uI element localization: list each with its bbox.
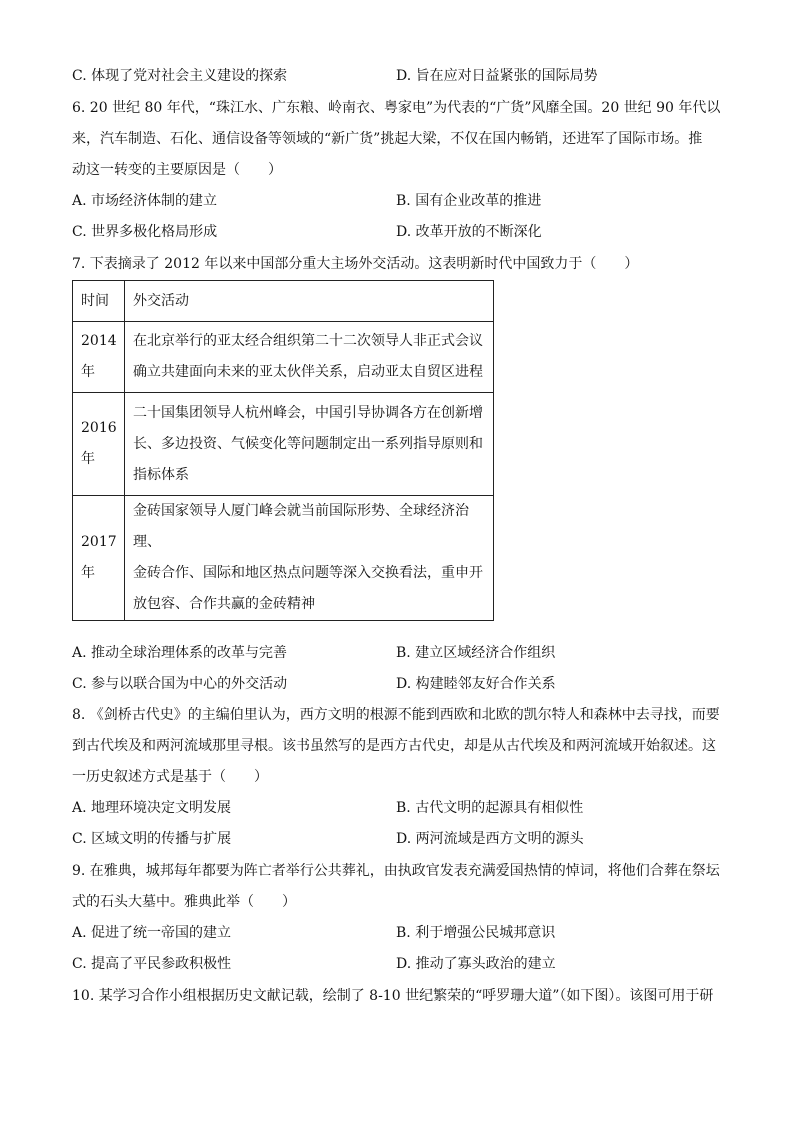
activity-cell [125,393,494,496]
q9-option-b: B. 利于增强公民城邦意识 [396,925,556,941]
activity-cell [125,496,494,621]
activity-line: 长、多边投资、气候变化等问题制定出一系列指导原则和 [133,435,483,452]
year-number: 2014 [81,333,117,349]
q7-option-d: D. 构建睦邻友好合作关系 [396,676,556,692]
q8-stem-line2: 到古代埃及和两河流域那里寻根。该书虽然写的是西方古代史，却是从古代埃及和两河流域开始叙述。这 [72,738,716,754]
table-header-row [73,281,494,322]
activity-cell [125,322,494,393]
q8-option-d: D. 两河流域是西方文明的源头 [396,831,584,847]
q6-option-b: B. 国有企业改革的推进 [396,193,542,209]
header-activity: 外交活动 [125,281,494,322]
activity-line: 在北京举行的亚太经合组织第二十二次领导人非正式会议 [133,333,483,349]
q9-stem-line1: 9. 在雅典，城邦每年都要为阵亡者举行公共葬礼，由执政官发表充满爱国热情的悼词，将他们合葬在祭坛 [72,863,720,879]
q8-option-a: A. 地理环境决定文明发展 [72,800,232,816]
q6-stem-line3: 动这一转变的主要原因是（ ） [72,162,282,178]
q9-option-d: D. 推动了寡头政治的建立 [396,956,556,972]
q9-option-c: C. 提高了平民参政积极性 [72,956,232,972]
year-cell [73,393,125,496]
diplomacy-table [72,280,494,621]
q7-stem: 7. 下表摘录了 2012 年以来中国部分重大主场外交活动。这表明新时代中国致力于（ ） [72,256,639,272]
table-row [73,322,494,393]
header-time: 时间 [73,281,125,322]
year-cell [73,496,125,621]
activity-line: 确立共建面向未来的亚太伙伴关系，启动亚太自贸区进程 [133,364,483,380]
q10-stem-line1: 10. 某学习合作小组根据历史文献记载，绘制了 8-10 世纪繁荣的“呼罗珊大道”（如下图）。该图可用于研 [72,988,714,1004]
year-unit: 年 [81,364,95,380]
year-number: 2017 [81,534,117,550]
q6-stem-line2: 来，汽车制造、石化、通信设备等领域的“新广货”挑起大梁，不仅在国内畅销，还进军了国际市场。推 [72,131,703,147]
q5-option-c: C. 体现了党对社会主义建设的探索 [72,68,288,84]
q6-option-c: C. 世界多极化格局形成 [72,224,218,240]
activity-line: 放包容、合作共赢的金砖精神 [133,596,315,612]
q9-option-a: A. 促进了统一帝国的建立 [72,925,232,941]
q6-option-a: A. 市场经济体制的建立 [72,193,218,209]
activity-line: 指标体系 [133,466,189,483]
activity-line: 金砖合作、国际和地区热点问题等深入交换看法，重申开 [133,565,483,581]
activity-line: 二十国集团领导人杭州峰会，中国引导协调各方在创新增 [133,404,483,421]
q8-stem-line1: 8. 《剑桥古代史》的主编伯里认为，西方文明的根源不能到西欧和北欧的凯尔特人和森林中去寻找，而要 [72,707,720,723]
table-row [73,393,494,496]
q5-option-d: D. 旨在应对日益紧张的国际局势 [396,68,598,84]
activity-line: 金砖国家领导人厦门峰会就当前国际形势、全球经济治理、 [133,503,469,550]
q7-option-b: B. 建立区域经济合作组织 [396,645,556,661]
year-cell [73,322,125,393]
q7-option-c: C. 参与以联合国为中心的外交活动 [72,676,288,692]
q6-stem-line1: 6. 20 世纪 80 年代，“珠江水、广东粮、岭南衣、粤家电”为代表的“广货”风靡全国。20 世纪 90 年代以 [72,100,721,116]
year-unit: 年 [81,565,95,581]
q8-stem-line3: 一历史叙述方式是基于（ ） [72,769,268,785]
q9-stem-line2: 式的石头大墓中。雅典此举（ ） [72,894,296,910]
q8-option-b: B. 古代文明的起源具有相似性 [396,800,584,816]
q8-option-c: C. 区域文明的传播与扩展 [72,831,232,847]
year-unit: 年 [81,451,95,467]
q7-option-a: A. 推动全球治理体系的改革与完善 [72,645,288,661]
year-number: 2016 [81,420,117,436]
q6-option-d: D. 改革开放的不断深化 [396,224,542,240]
table-row [73,496,494,621]
